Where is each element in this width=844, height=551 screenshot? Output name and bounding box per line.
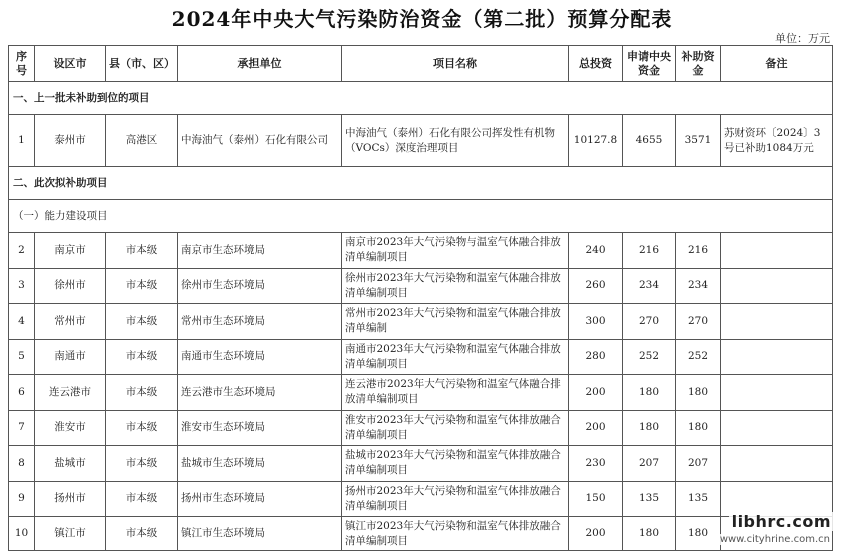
cell-note: 苏财资环〔2024〕3号已补助1084万元 [721,115,833,167]
cell-unit: 淮安市生态环境局 [178,410,342,446]
section-row [9,82,833,115]
cell-seq: 8 [9,446,35,482]
cell-total: 200 [569,517,623,551]
cell-city: 南通市 [35,339,106,375]
header-subsidy: 补助资金 [676,46,721,82]
budget-table [8,45,833,551]
cell-note [721,446,833,482]
cell-subsidy: 180 [676,410,721,446]
cell-unit: 扬州市生态环境局 [178,481,342,517]
cell-subsidy: 270 [676,304,721,340]
table-row [9,446,833,482]
cell-apply: 270 [623,304,676,340]
cell-project: 扬州市2023年大气污染物和温室气体排放融合清单编制项目 [342,481,569,517]
cell-total: 150 [569,481,623,517]
cell-project: 南通市2023年大气污染物和温室气体融合排放清单编制项目 [342,339,569,375]
cell-total: 300 [569,304,623,340]
cell-project: 徐州市2023年大气污染物和温室气体融合排放清单编制项目 [342,268,569,304]
subsection-row [9,200,833,233]
cell-county: 市本级 [106,268,178,304]
cell-county: 市本级 [106,481,178,517]
cell-total: 200 [569,375,623,411]
cell-project: 盐城市2023年大气污染物和温室气体排放融合清单编制项目 [342,446,569,482]
cell-city: 常州市 [35,304,106,340]
subsection-title: （一）能力建设项目 [9,200,833,233]
page-title: 2024年中央大气污染防治资金（第二批）预算分配表 [171,7,673,31]
cell-seq: 2 [9,233,35,269]
cell-note [721,268,833,304]
header-seq: 序号 [9,46,35,82]
cell-project: 镇江市2023年大气污染物和温室气体排放融合清单编制项目 [342,517,569,551]
cell-subsidy: 3571 [676,115,721,167]
cell-project: 中海油气（泰州）石化有限公司挥发性有机物（VOCs）深度治理项目 [342,115,569,167]
table-row [9,375,833,411]
section-row [9,167,833,200]
header-note: 备注 [721,46,833,82]
cell-project: 南京市2023年大气污染物与温室气体融合排放清单编制项目 [342,233,569,269]
cell-subsidy: 180 [676,375,721,411]
cell-county: 市本级 [106,233,178,269]
cell-county: 市本级 [106,446,178,482]
cell-total: 230 [569,446,623,482]
cell-subsidy: 180 [676,517,721,551]
cell-note [721,375,833,411]
watermark-url: www.cityhrine.com.cn [719,534,830,545]
cell-apply: 180 [623,410,676,446]
cell-project: 常州市2023年大气污染物和温室气体融合排放清单编制 [342,304,569,340]
cell-apply: 252 [623,339,676,375]
cell-unit: 盐城市生态环境局 [178,446,342,482]
cell-seq: 6 [9,375,35,411]
cell-unit: 中海油气（泰州）石化有限公司 [178,115,342,167]
cell-apply: 4655 [623,115,676,167]
cell-seq: 9 [9,481,35,517]
cell-county: 高港区 [106,115,178,167]
header-city: 设区市 [35,46,106,82]
cell-subsidy: 207 [676,446,721,482]
cell-unit: 南通市生态环境局 [178,339,342,375]
cell-city: 盐城市 [35,446,106,482]
table-row [9,481,833,517]
cell-note [721,233,833,269]
cell-project: 连云港市2023年大气污染物和温室气体融合排放清单编制项目 [342,375,569,411]
cell-note [721,339,833,375]
cell-county: 市本级 [106,304,178,340]
cell-city: 镇江市 [35,517,106,551]
cell-unit: 南京市生态环境局 [178,233,342,269]
cell-unit: 常州市生态环境局 [178,304,342,340]
cell-subsidy: 216 [676,233,721,269]
cell-seq: 5 [9,339,35,375]
cell-note [721,304,833,340]
cell-city: 泰州市 [35,115,106,167]
cell-unit: 镇江市生态环境局 [178,517,342,551]
cell-seq: 10 [9,517,35,551]
cell-apply: 216 [623,233,676,269]
cell-unit: 连云港市生态环境局 [178,375,342,411]
unit-label: 单位：万元 [775,32,830,45]
header-apply: 申请中央资金 [623,46,676,82]
cell-total: 280 [569,339,623,375]
cell-total: 200 [569,410,623,446]
header-total: 总投资 [569,46,623,82]
header-county: 县（市、区） [106,46,178,82]
cell-subsidy: 135 [676,481,721,517]
cell-unit: 徐州市生态环境局 [178,268,342,304]
table-row [9,410,833,446]
cell-apply: 180 [623,375,676,411]
header-project: 项目名称 [342,46,569,82]
cell-county: 市本级 [106,517,178,551]
cell-county: 市本级 [106,410,178,446]
cell-seq: 4 [9,304,35,340]
cell-note [721,410,833,446]
section-title: 二、此次拟补助项目 [9,167,833,200]
cell-city: 扬州市 [35,481,106,517]
cell-subsidy: 252 [676,339,721,375]
table-row [9,268,833,304]
cell-total: 240 [569,233,623,269]
cell-city: 南京市 [35,233,106,269]
cell-apply: 135 [623,481,676,517]
table-row [9,517,833,551]
table-row [9,233,833,269]
table-row [9,339,833,375]
table-header-row [9,46,833,82]
cell-city: 徐州市 [35,268,106,304]
cell-county: 市本级 [106,339,178,375]
table-row [9,304,833,340]
cell-seq: 3 [9,268,35,304]
cell-subsidy: 234 [676,268,721,304]
cell-seq: 7 [9,410,35,446]
watermark-logo: libhrc.com [729,512,834,531]
cell-city: 连云港市 [35,375,106,411]
cell-apply: 234 [623,268,676,304]
cell-city: 淮安市 [35,410,106,446]
cell-seq: 1 [9,115,35,167]
header-unit: 承担单位 [178,46,342,82]
cell-total: 260 [569,268,623,304]
cell-apply: 207 [623,446,676,482]
cell-total: 10127.8 [569,115,623,167]
table-row [9,115,833,167]
section-title: 一、上一批未补助到位的项目 [9,82,833,115]
cell-apply: 180 [623,517,676,551]
cell-county: 市本级 [106,375,178,411]
cell-project: 淮安市2023年大气污染物和温室气体排放融合清单编制项目 [342,410,569,446]
